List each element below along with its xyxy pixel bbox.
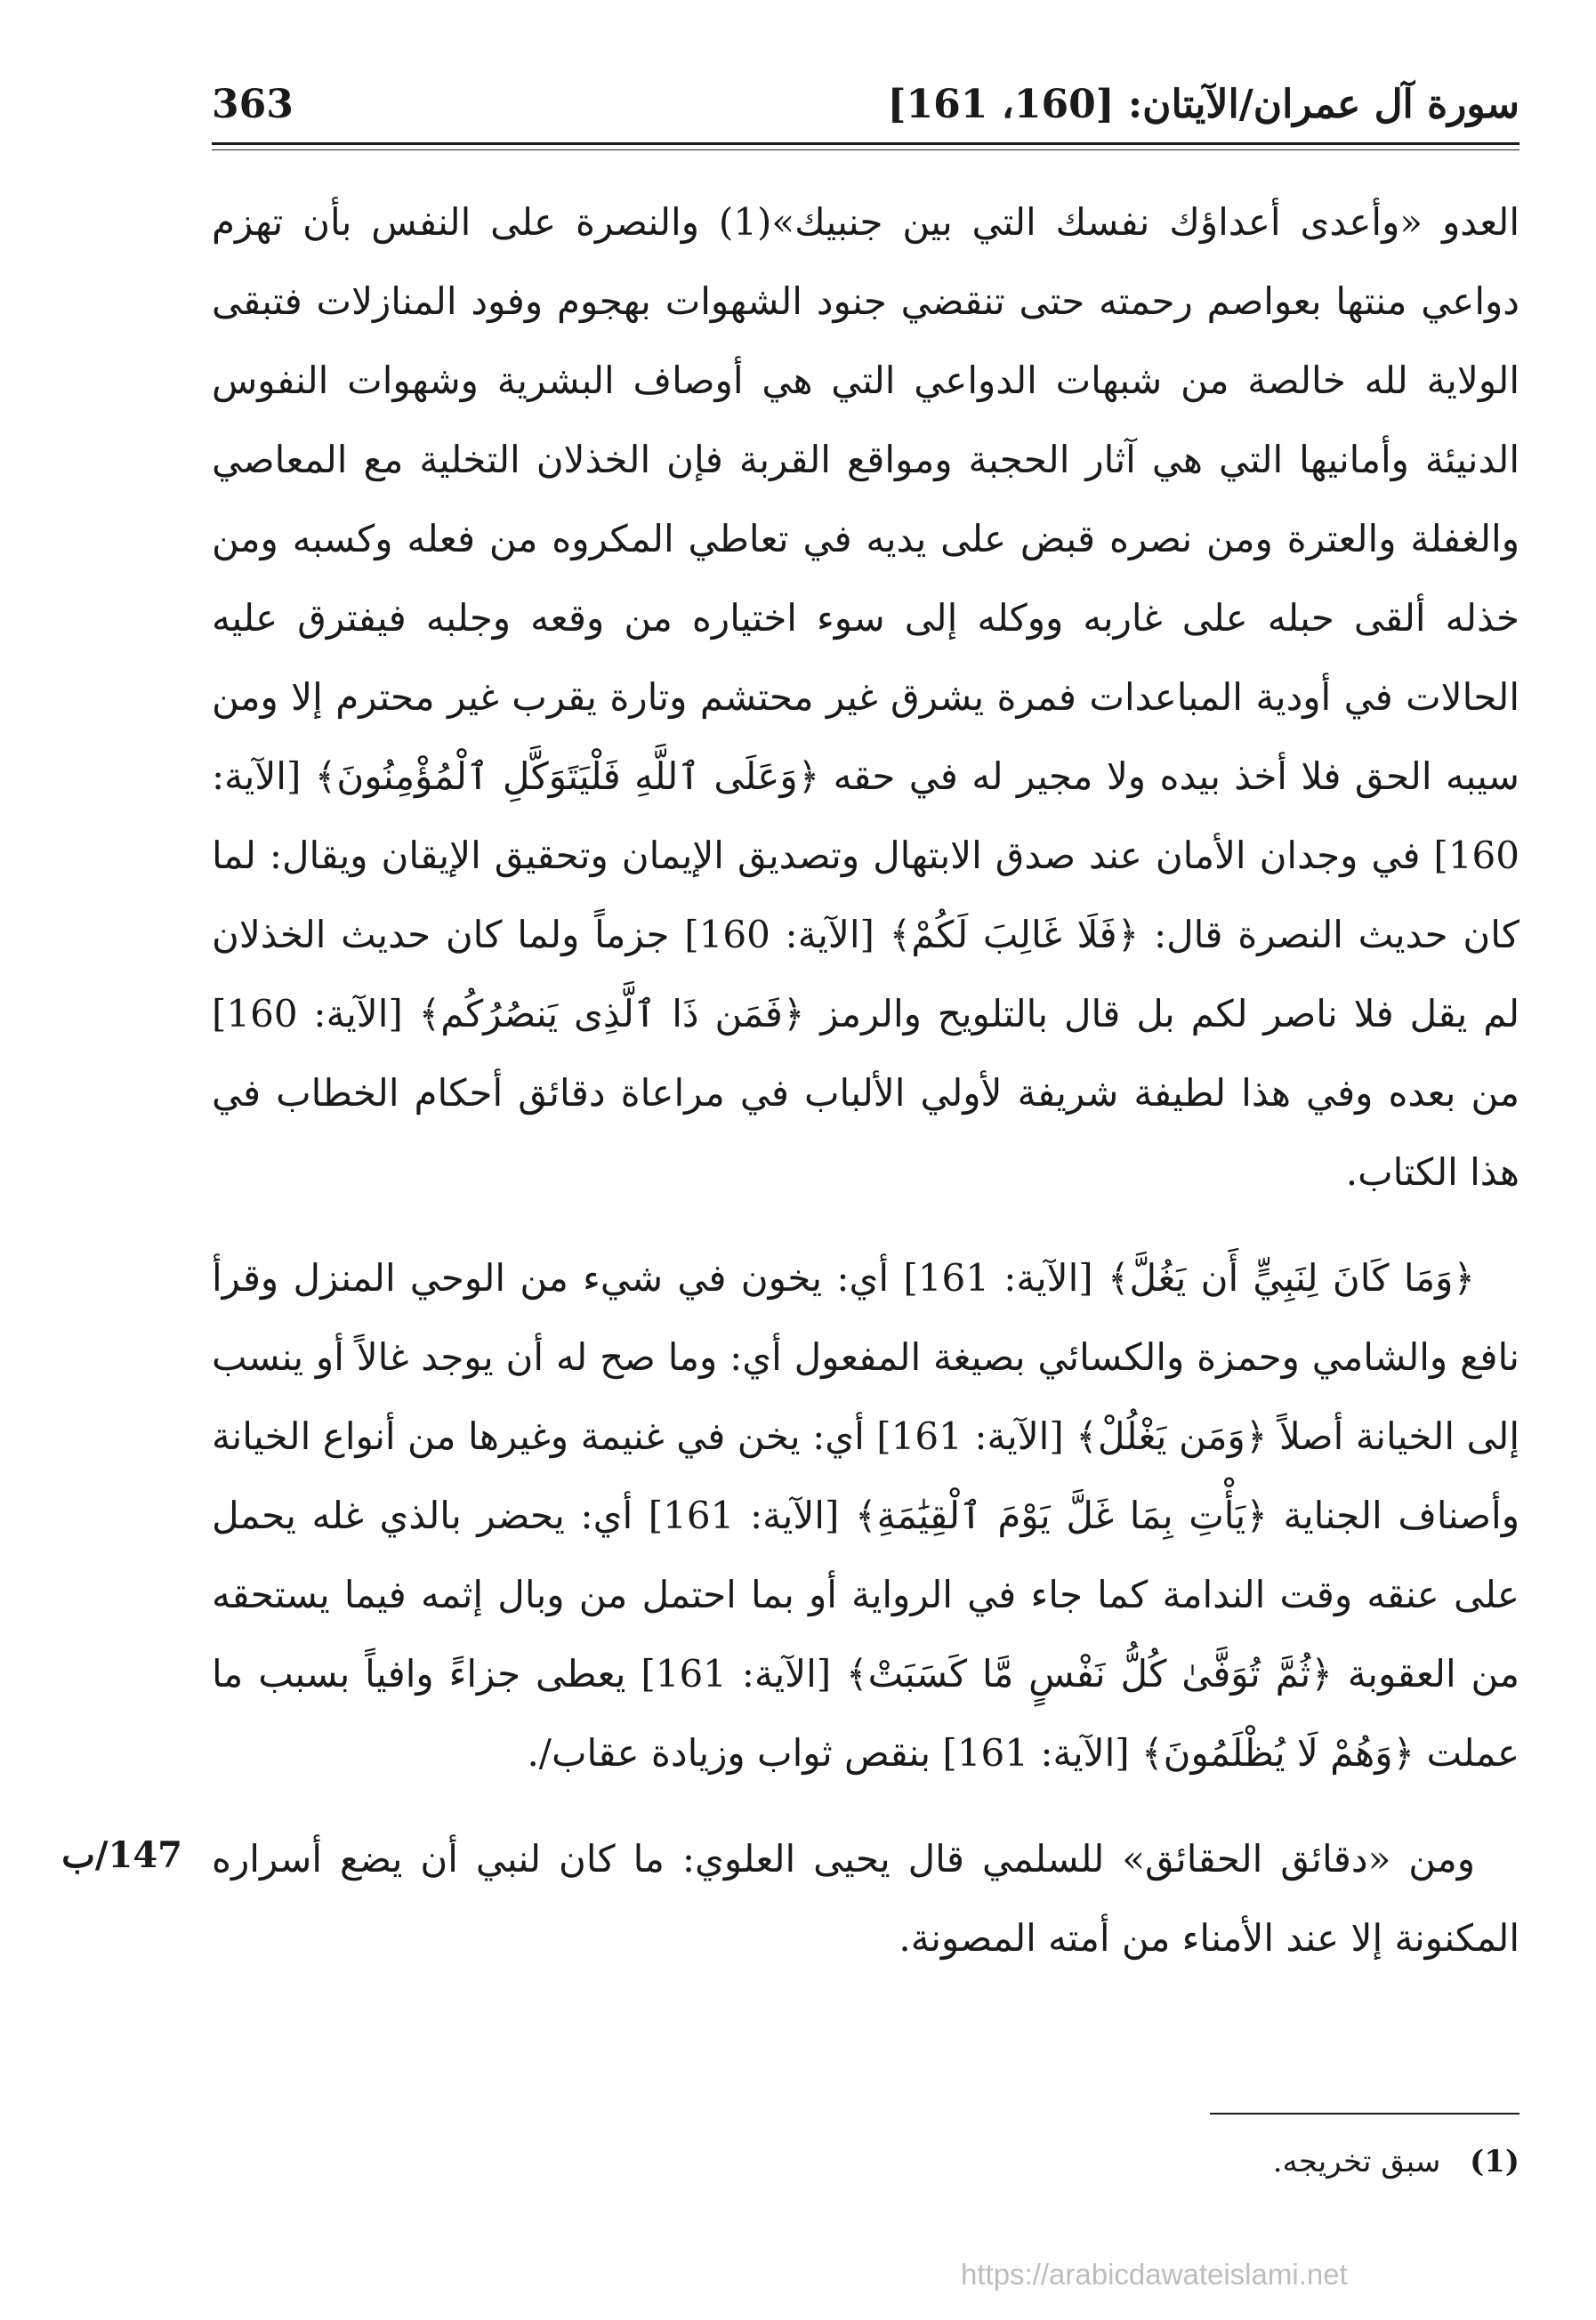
- header-rule-thin: [212, 149, 1519, 150]
- footnote-number: (1): [1470, 2144, 1519, 2179]
- header-rule: [212, 142, 1519, 145]
- footnote: [979, 2144, 1519, 2179]
- main-text: [212, 182, 1519, 1978]
- paragraph-2: ﴿وَمَا كَانَ لِنَبِيٍّ أَن يَغُلَّ﴾ [الآية: 161] أي: يخون في شيء من الوحي المنزل وقرأ نافع والشامي وحمزة والكسائي بصيغة المفعول أي: وما صح له أن يوجد غالاً أو ينسب إلى الخيانة أصلاً ﴿وَمَن يَغْلُلْ﴾ [الآية: 161] أي: يخن في غنيمة وغيرها من أنواع الخيانة وأصناف الجناية ﴿يَأْتِ بِمَا غَلَّ يَوْمَ ٱلْقِيَٰمَةِ﴾ [الآية: 161] أي: يحضر بالذي غله يحمل على عنقه وقت الندامة كما جاء في الرواية أو بما احتمل من وبال إثمه فيما يستحقه من العقوبة ﴿ثُمَّ تُوَفَّىٰ كُلُّ نَفْسٍ مَّا كَسَبَتْ﴾ [الآية: 161] يعطى جزاءً وافياً بسبب ما عملت ﴿وَهُمْ لَا يُظْلَمُونَ﴾ [الآية: 161] بنقص ثواب وزيادة عقاب/.: [212, 1256, 1519, 1775]
- watermark-url: https://arabicdawateislami.net: [961, 2258, 1348, 2291]
- paragraph-3: ومن «دقائق الحقائق» للسلمي قال يحيى العلوي: ما كان لنبي أن يضع أسراره المكنونة إلا عند الأمناء من أمته المصونة.: [212, 1837, 1519, 1960]
- footnote-text: سبق تخريجه.: [1272, 2144, 1441, 2179]
- page-header: [212, 82, 1519, 146]
- manuscript-folio-note: 147/ب: [61, 1834, 182, 1876]
- running-title: سورة آل عمران/الآيتان: [160، 161]: [887, 82, 1519, 127]
- page-number: 363: [212, 82, 294, 127]
- footnote-rule: [1210, 2113, 1519, 2115]
- paragraph-1: العدو «وأعدى أعداؤك نفسك التي بين جنبيك»(1) والنصرة على النفس بأن تهزم دواعي منتها بعواصم رحمته حتى تنقضي جنود الشهوات بهجوم وفود المنازلات فتبقى الولاية لله خالصة من شبهات الدواعي التي هي أوصاف البشرية وشهوات النفوس الدنيئة وأمانيها التي هي آثار الحجبة ومواقع القربة فإن الخذلان التخلية مع المعاصي والغفلة والعترة ومن نصره قبض على يديه في تعاطي المكروه من فعله وكسبه ومن خذله ألقى حبله على غاربه ووكله إلى سوء اختياره من وقعه وجلبه فيفترق عليه الحالات في أودية المباعدات فمرة يشرق غير محتشم وتارة يقرب غير محترم إلا ومن سيبه الحق فلا أخذ بيده ولا مجير له في حقه ﴿وَعَلَى ٱللَّهِ فَلْيَتَوَكَّلِ ٱلْمُؤْمِنُونَ﴾ [الآية: 160] في وجدان الأمان عند صدق الابتهال وتصديق الإيمان وتحقيق الإيقان ويقال: لما كان حديث النصرة قال: ﴿فَلَا غَالِبَ لَكُمْ﴾ [الآية: 160] جزماً ولما كان حديث الخذلان لم يقل فلا ناصر لكم بل قال بالتلويح والرمز ﴿فَمَن ذَا ٱلَّذِى يَنصُرُكُم﴾ [الآية: 160] من بعده وفي هذا لطيفة شريفة لأولي الألباب في مراعاة دقائق أحكام الخطاب في هذا الكتاب.: [212, 200, 1520, 1194]
